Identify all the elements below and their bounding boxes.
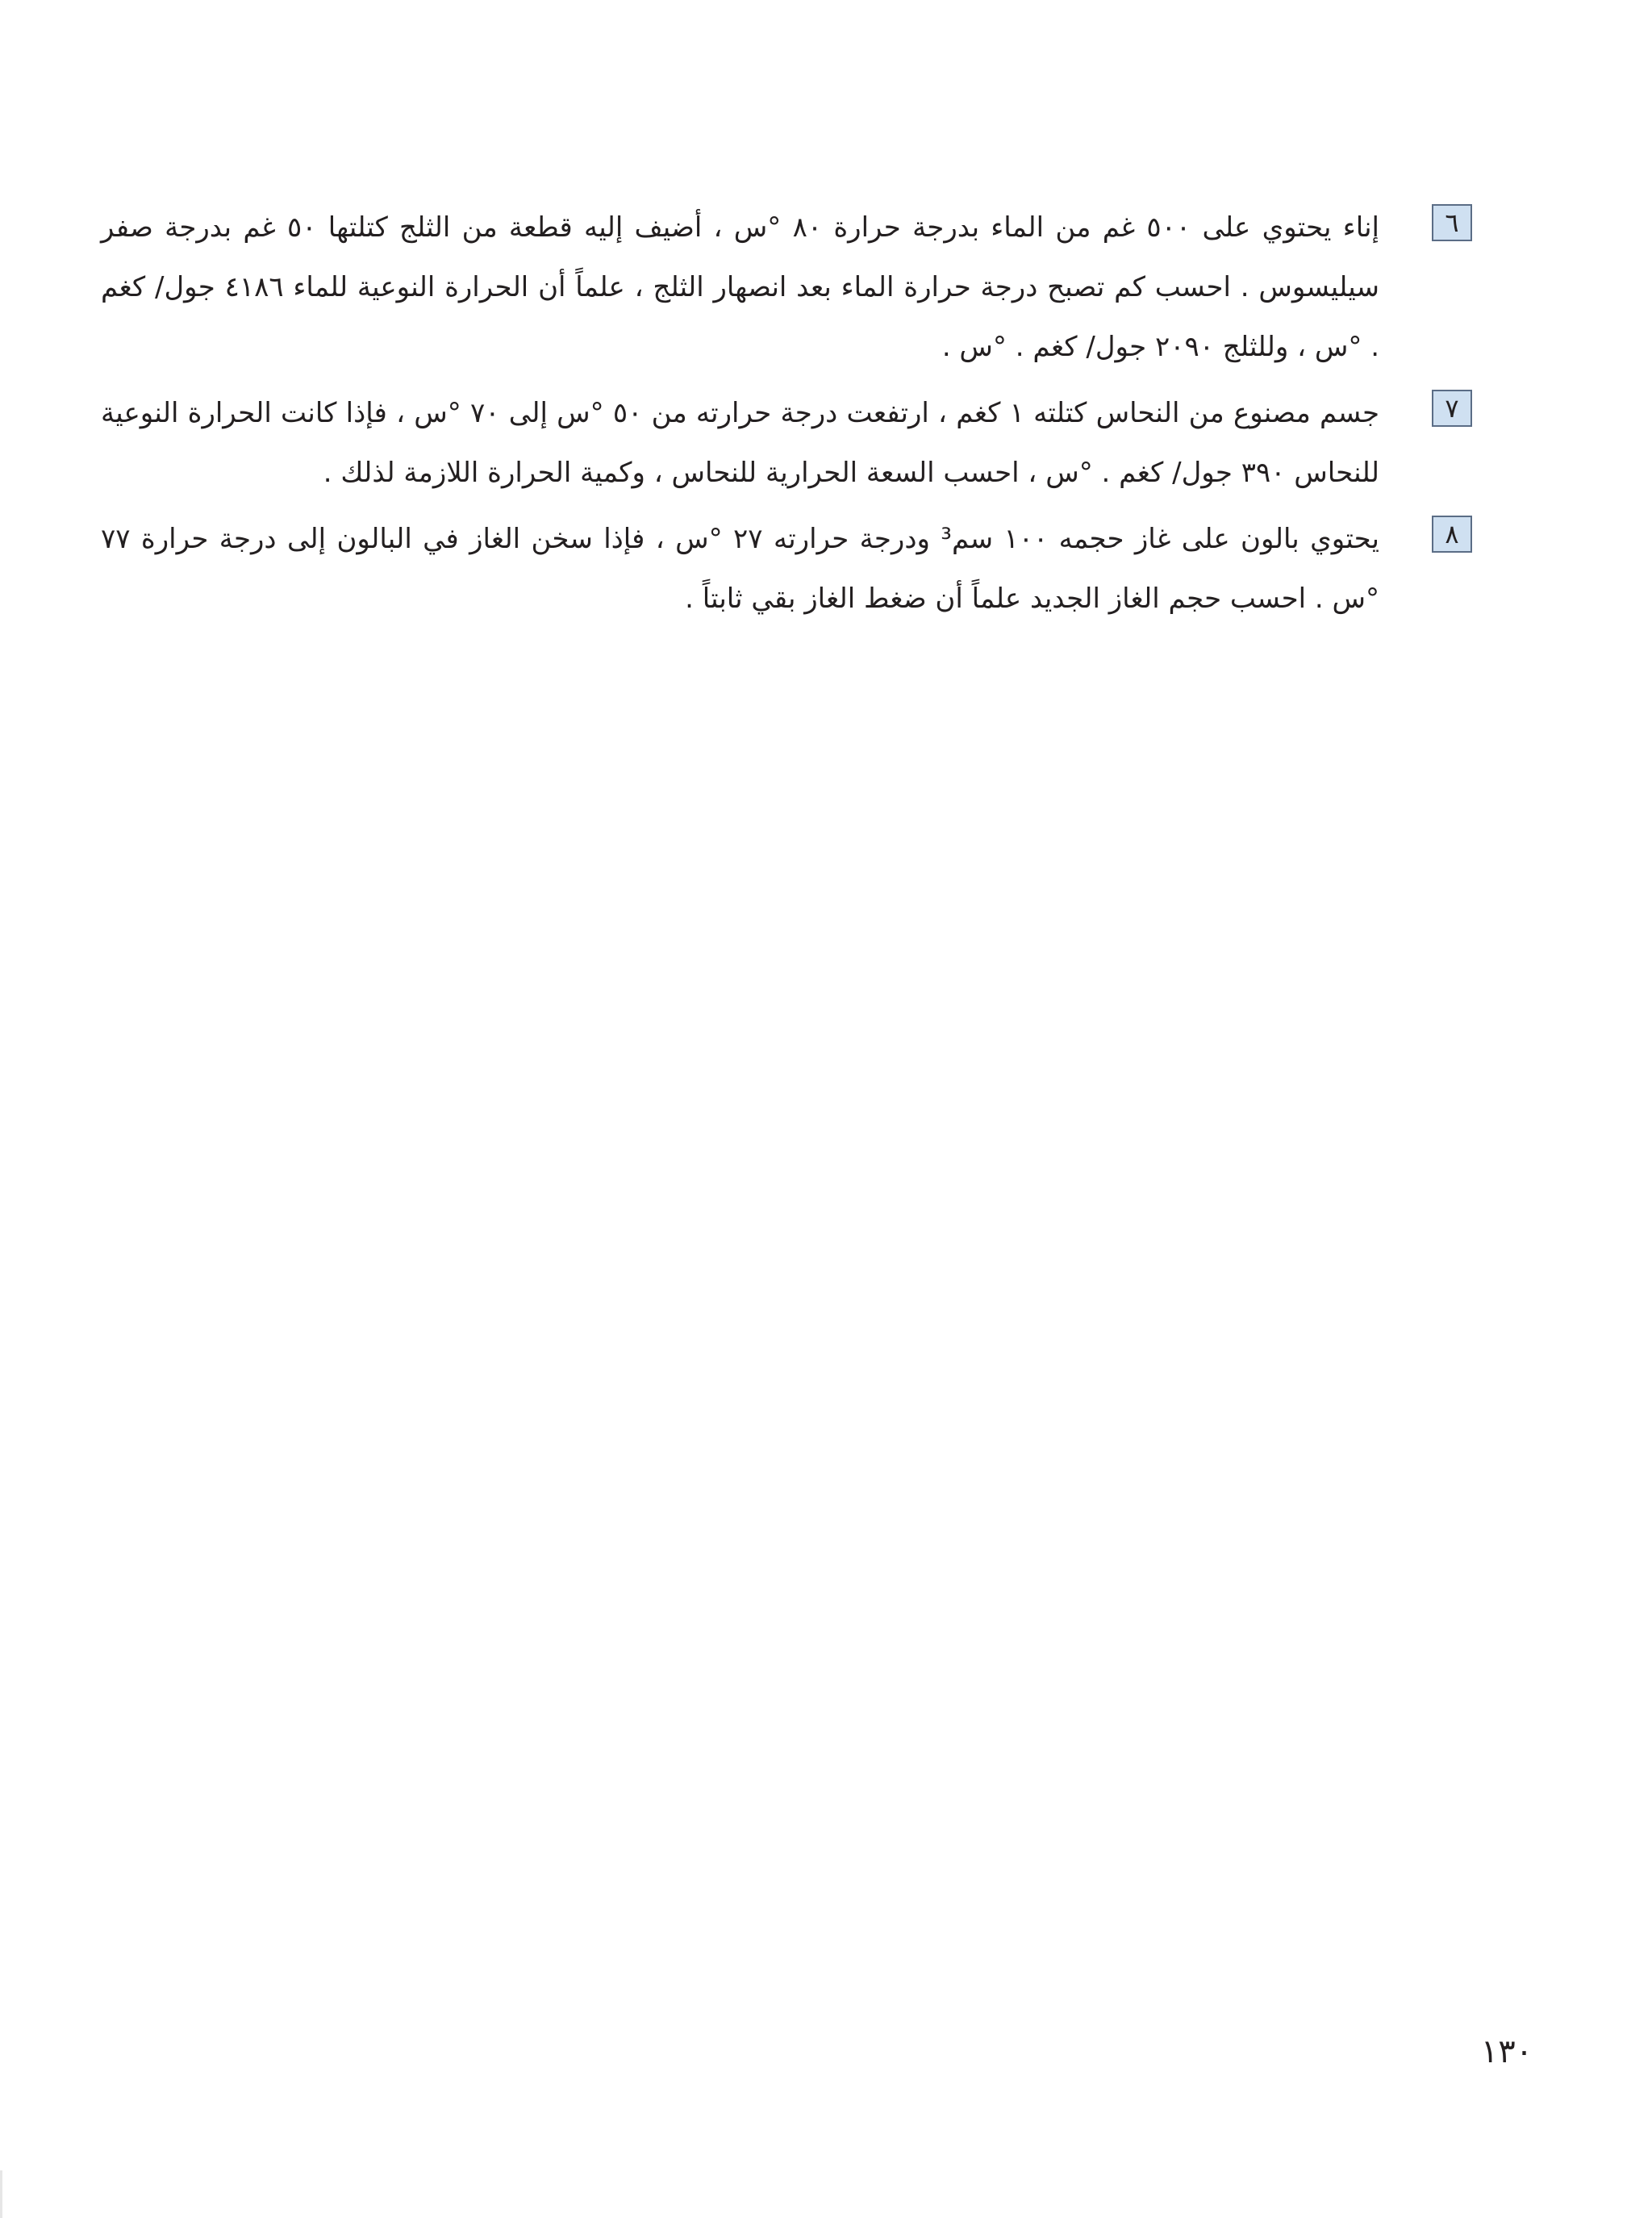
problem-8: [101, 509, 1472, 629]
problem-number-badge: ٨: [1432, 516, 1472, 553]
problem-number-badge: ٦: [1432, 204, 1472, 241]
problem-6: [101, 198, 1472, 377]
problem-text: إناء يحتوي على ٥٠٠ غم من الماء بدرجة حرارة ٨٠ °س ، أضيف إليه قطعة من الثلج كتلتها ٥٠ غم بدرجة صفر سيليسوس . احسب كم تصبح درجة حرارة الماء بعد انصهار الثلج ، علماً أن الحرارة النوعية للماء ٤١٨٦ جول/ كغم . °س ، وللثلج ٢٠٩٠ جول/ كغم . °س .: [101, 211, 1380, 363]
problem-text: جسم مصنوع من النحاس كتلته ١ كغم ، ارتفعت درجة حرارته من ٥٠ °س إلى ٧٠ °س ، فإذا كانت الحرارة النوعية للنحاس ٣٩٠ جول/ كغم . °س ، احسب السعة الحرارية للنحاس ، وكمية الحرارة اللازمة لذلك .: [101, 397, 1379, 489]
page-content: [101, 198, 1472, 635]
problem-text: يحتوي بالون على غاز حجمه ١٠٠ سم³ ودرجة حرارته ٢٧ °س ، فإذا سخن الغاز في البالون إلى درجة حرارة ٧٧ °س . احسب حجم الغاز الجديد علماً أن ضغط الغاز بقي ثابتاً .: [101, 523, 1379, 615]
page-edge-divider: [0, 2170, 2, 2218]
problem-7: [101, 383, 1472, 503]
page-number: ١٣٠: [1480, 2033, 1533, 2070]
problem-number-badge: ٧: [1432, 390, 1472, 427]
